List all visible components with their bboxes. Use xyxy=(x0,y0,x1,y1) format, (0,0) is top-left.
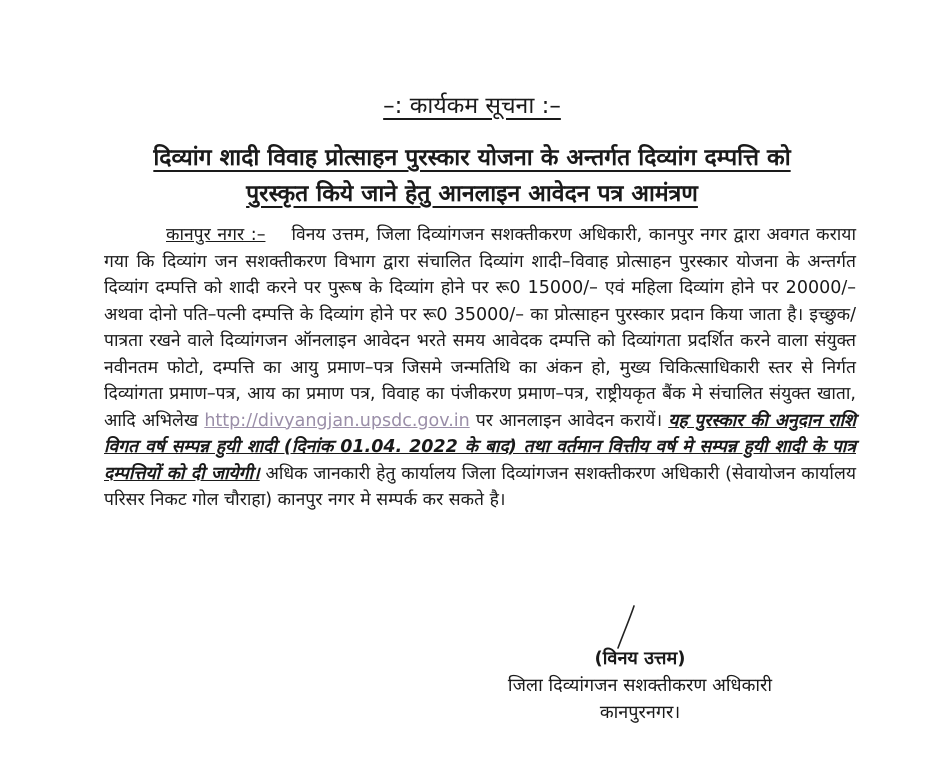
signature-mark-icon xyxy=(600,604,660,652)
signatory-designation: जिला दिव्यांगजन सशक्तीकरण अधिकारी xyxy=(507,675,773,696)
body-text-part-3: अधिक जानकारी हेतु कार्यालय जिला दिव्यांगजन सशक्तीकरण अधिकारी (सेवायोजन कार्यालय परिसर निकट गोल चौराहा) कानपुर नगर मे सम्पर्क कर सकते है। xyxy=(104,463,856,510)
signatory-name: (विनय उत्तम) xyxy=(594,648,686,669)
portal-link[interactable]: http://divyangjan.upsdc.gov.in xyxy=(204,410,470,431)
body-emphasis: यह पुरस्कार की अनुदान राशि विगत वर्ष सम्पन्न हुयी शादी (दिनांक 01.04. 2022 के बाद) तथा वर्तमान वित्तीय वर्ष मे सम्पन्न हुयी शादी के पात्र दम्पत्तियों को दी जायेगी। xyxy=(104,410,856,484)
notice-title-line-2: पुरस्कृत किये जाने हेतु आनलाइन आवेदन पत्र आमंत्रण xyxy=(246,181,698,207)
notice-title-line-1: दिव्यांग शादी विवाह प्रोत्साहन पुरस्कार योजना के अन्तर्गत दिव्यांग दम्पत्ति को xyxy=(153,145,791,171)
place-label: कानपुर नगर :– xyxy=(166,225,266,245)
body-text-part-1: विनय उत्तम, जिला दिव्यांगजन सशक्तीकरण अधिकारी, कानपुर नगर द्वारा अवगत कराया गया कि दिव्यांग जन सशक्तीकरण विभाग द्वारा संचालित दिव्यांग शादी–विवाह प्रोत्साहन पुरस्कार योजना के अन्तर्गत दिव्यांग दम्पत्ति को शादी करने पर पुरूष के दिव्यांग होने पर रू0 15000/– एवं महिला दिव्यांग होने पर 20000/–अथवा दोनो पति–पत्नी दम्पत्ति के दिव्यांग होने पर रू0 35000/– का प्रोत्साहन पुरस्कार प्रदान किया जाता है। इच्छुक/पात्रता रखने वाले दिव्यांगजन ऑनलाइन आवेदन भरते समय आवेदक दम्पत्ति को दिव्यांगता प्रदर्शित करने वाला संयुक्त नवीनतम फोटो, दम्पत्ति का आयु प्रमाण–पत्र जिसमे जन्मतिथि का अंकन हो, मुख्य चिकित्साधिकारी स्तर से निर्गत दिव्यांगता प्रमाण–पत्र, आय का प्रमाण पत्र, विवाह का पंजीकरण प्रमाण–पत्र, राष्ट्रीयकृत बैंक मे संचालित संयुक्त खाता, आदि अभिलेख xyxy=(104,225,856,431)
body-text-part-2: पर आनलाइन आवेदन करायें। xyxy=(475,410,663,431)
notice-body xyxy=(104,222,856,514)
notice-heading: –: कार्यकम सूचना :– xyxy=(383,93,561,119)
signatory-location: कानपुरनगर। xyxy=(599,702,681,723)
